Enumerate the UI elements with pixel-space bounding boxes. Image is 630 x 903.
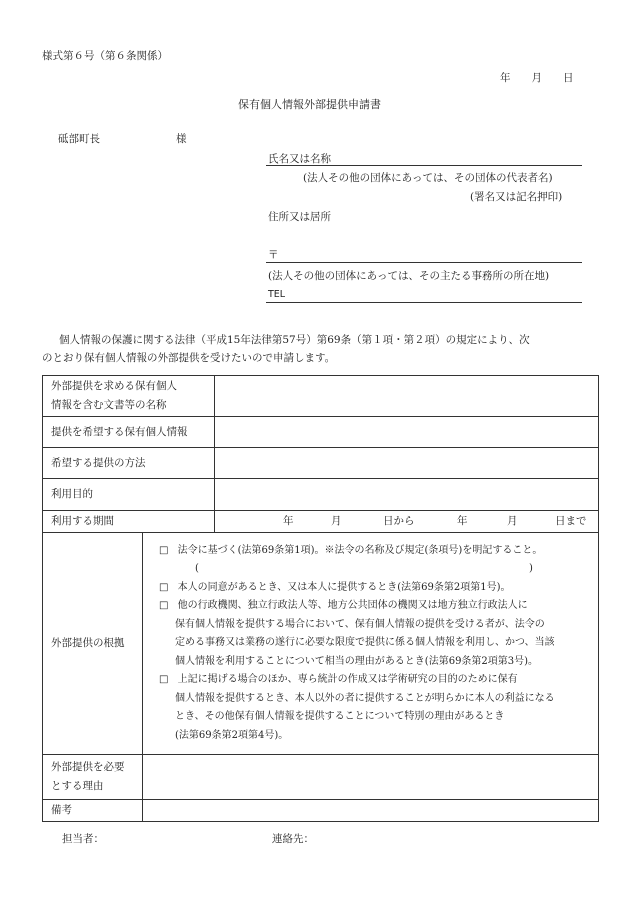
basis-option-agency[interactable]: □ 他の行政機関、独立行政法人等、地方公共団体の機関又は地方独立行政法人に — [159, 600, 528, 612]
tel-label: TEL — [268, 289, 286, 300]
basis-options: □ 法令に基づく(法第69条第1項)。※法令の名称及び規定(条項号)を明記すること。 ( ) □ 本人の同意があるとき、又は本人に提供するとき(法第69条第2項第1号)。 □ 他の行政機関、独立行政法人等、地方公共団体の機関又は地方独立行政法人に 保有個人情報を提供する場合において、保有個人情報の提供を受ける者が、法令の 定める事務又は業務の遂行に必要な限度で提供に係る個人情報を利用し、かつ、当該 個人情報を利用することについて相当の理由があるとき(法第69条第2項第3号)。 □ 上記に掲げる場合のほか、専ら統計の作成又は学術研究の目的のために保有 個人情報を提供するとき、本人以外の者に提供することが明らかに本人の利益になる とき、その他保有個人情報を提供することについて特別の理由があるとき (法第69条第2項第4号)。 — [143, 533, 599, 755]
table-row — [43, 800, 599, 822]
tel-underline — [266, 302, 582, 303]
provision-method-label: 希望する提供の方法 — [43, 448, 215, 479]
period-start-day: 日から — [383, 515, 415, 527]
document-name-label: 外部提供を求める保有個人 情報を含む文書等の名称 — [43, 376, 215, 417]
basis-option-law[interactable]: □ 法令に基づく(法第69条第1項)。※法令の名称及び規定(条項号)を明記すること。 — [159, 544, 543, 556]
period-end-day: 日まで — [555, 515, 587, 527]
period-end-year: 年 — [457, 515, 468, 527]
remarks-field[interactable] — [143, 800, 599, 822]
table-row — [43, 448, 599, 479]
name-label: 氏名又は名称 — [268, 153, 331, 165]
checkbox-icon[interactable]: □ — [159, 544, 169, 556]
honorific: 様 — [176, 133, 187, 145]
period-end-month: 月 — [507, 515, 518, 527]
law-name-parentheses[interactable]: ( ) — [195, 563, 533, 575]
reason-label: 外部提供を必要 とする理由 — [43, 755, 143, 800]
address-label: 住所又は居所 — [268, 211, 331, 223]
requested-info-field[interactable] — [215, 417, 599, 448]
addressee: 砥部町長 — [58, 133, 100, 145]
name-note: (法人その他の団体にあっては、その団体の代表者名) — [303, 172, 553, 184]
address-note: (法人その他の団体にあっては、その主たる事務所の所在地) — [268, 270, 550, 282]
postal-mark: 〒 — [268, 249, 279, 261]
reason-field[interactable] — [143, 755, 599, 800]
name-underline — [266, 165, 582, 166]
document-name-field[interactable] — [215, 376, 599, 417]
period-label: 利用する期間 — [43, 511, 215, 533]
basis-label: 外部提供の根拠 — [43, 533, 143, 755]
purpose-field[interactable] — [215, 479, 599, 511]
table-row — [43, 376, 599, 417]
period-start-year: 年 — [283, 515, 294, 527]
requested-info-label: 提供を希望する保有個人情報 — [43, 417, 215, 448]
application-table — [42, 375, 599, 822]
table-row — [43, 511, 599, 533]
table-row — [43, 417, 599, 448]
table-row — [43, 533, 599, 755]
purpose-label: 利用目的 — [43, 479, 215, 511]
intro-line-2: のとおり保有個人情報の外部提供を受けたいので申請します。 — [42, 352, 336, 364]
checkbox-icon[interactable]: □ — [159, 674, 169, 686]
checkbox-icon[interactable]: □ — [159, 600, 169, 612]
date-line: 年 月 日 — [500, 72, 574, 84]
table-row — [43, 479, 599, 511]
checkbox-icon[interactable]: □ — [159, 581, 169, 593]
address-underline — [266, 262, 582, 263]
period-field[interactable] — [215, 511, 599, 533]
basis-option-statistics[interactable]: □ 上記に掲げる場合のほか、専ら統計の作成又は学術研究の目的のために保有 — [159, 674, 518, 686]
table-row — [43, 755, 599, 800]
period-start-month: 月 — [331, 515, 342, 527]
page-title: 保有個人情報外部提供申請書 — [238, 98, 381, 111]
intro-line-1: 個人情報の保護に関する法律（平成15年法律第57号）第69条（第１項・第２項）の規定により、次 — [59, 334, 530, 346]
basis-option-consent[interactable]: □ 本人の同意があるとき、又は本人に提供するとき(法第69条第2項第1号)。 — [159, 581, 511, 593]
contact-label: 連絡先： — [272, 833, 314, 845]
signature-note: (署名又は記名押印) — [470, 191, 563, 203]
form-number: 様式第６号（第６条関係） — [42, 50, 168, 62]
remarks-label: 備考 — [43, 800, 143, 822]
staff-label: 担当者： — [62, 833, 104, 845]
provision-method-field[interactable] — [215, 448, 599, 479]
